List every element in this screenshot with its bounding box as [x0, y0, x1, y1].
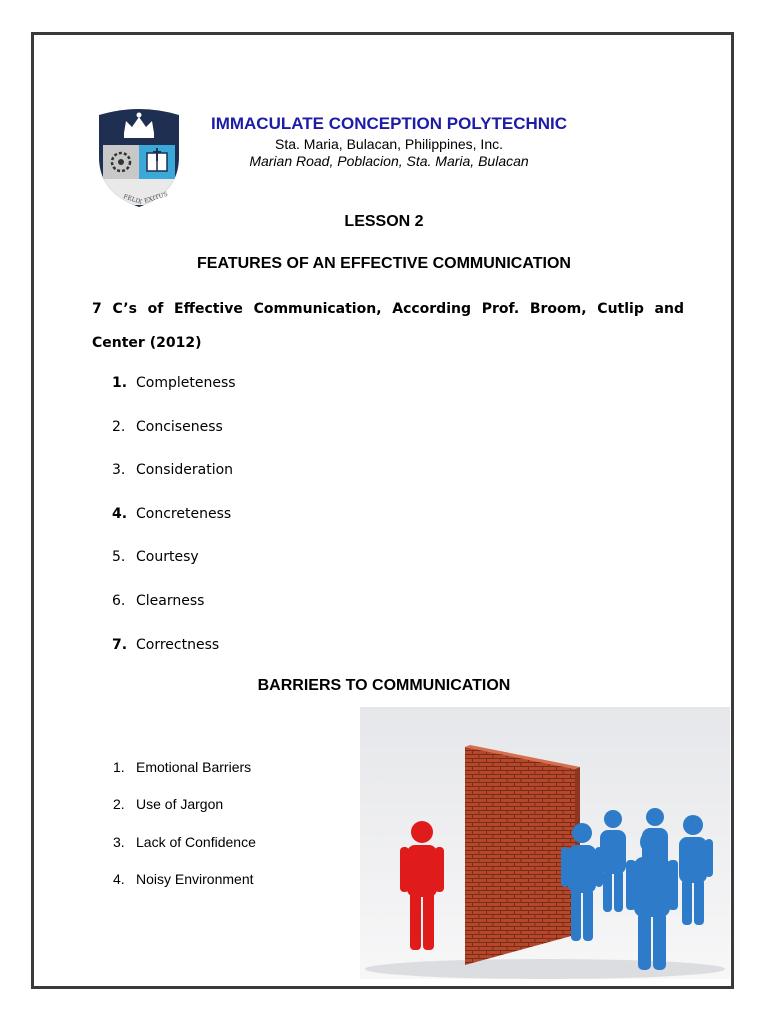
barrier-wall-illustration	[360, 707, 730, 979]
school-name: IMMACULATE CONCEPTION POLYTECHNIC	[210, 114, 568, 133]
list-item	[112, 416, 236, 460]
list-item	[112, 590, 236, 634]
item-label: ourtesy	[145, 549, 199, 566]
item-number: 4.	[113, 870, 125, 887]
barriers-heading: BARRIERS TO COMMUNICATION	[257, 677, 511, 694]
list-item	[113, 869, 256, 906]
item-initial: C	[136, 462, 146, 479]
item-initial: C	[136, 505, 146, 522]
crest-motto-2: EXITUS	[143, 190, 169, 205]
school-crest-logo	[93, 105, 185, 210]
item-label: onsideration	[145, 462, 234, 479]
item-number: 5.	[112, 549, 126, 566]
item-label: orrectness	[145, 636, 220, 653]
school-subtitle: Sta. Maria, Bulacan, Philippines, Inc.	[274, 136, 503, 152]
item-label: Use of Jargon	[136, 796, 224, 813]
item-number: 3.	[113, 833, 125, 850]
lesson-title: FEATURES OF AN EFFECTIVE COMMUNICATION	[197, 255, 571, 272]
item-number: 2.	[112, 418, 126, 435]
item-number: 1.	[112, 375, 128, 391]
item-label: ompleteness	[145, 375, 236, 391]
item-label: Noisy Environment	[136, 870, 254, 887]
crest-motto: FELIX	[122, 193, 143, 206]
item-initial: C	[136, 418, 146, 435]
list-item	[113, 832, 256, 869]
item-number: 4.	[112, 505, 128, 522]
item-number: 1.	[113, 759, 125, 775]
seven-cs-list	[112, 372, 236, 677]
item-initial: C	[136, 375, 146, 391]
list-item	[112, 546, 236, 590]
item-number: 7.	[112, 636, 128, 653]
item-initial: C	[136, 549, 146, 566]
list-item	[112, 634, 236, 678]
item-initial: C	[136, 592, 146, 609]
item-label: Lack of Confidence	[136, 833, 256, 850]
item-initial: C	[136, 636, 146, 653]
list-item	[112, 459, 236, 503]
school-address: Marian Road, Poblacion, Sta. Maria, Bulacan	[249, 153, 529, 169]
barriers-list	[113, 757, 256, 906]
seven-cs-intro: 7 C’s of Effective Communication, According Prof. Broom, Cutlip and Center (2012)	[92, 301, 684, 351]
item-label: learness	[145, 592, 205, 609]
item-number: 6.	[112, 592, 126, 609]
item-number: 2.	[113, 796, 125, 813]
item-label: oncreteness	[145, 505, 232, 522]
list-item	[113, 794, 256, 831]
list-item	[112, 372, 236, 416]
item-number: 3.	[112, 462, 126, 479]
item-label: onciseness	[145, 418, 223, 435]
item-label: Emotional Barriers	[136, 759, 252, 775]
list-item	[112, 503, 236, 547]
lesson-number: LESSON 2	[344, 213, 424, 230]
list-item	[113, 757, 256, 794]
